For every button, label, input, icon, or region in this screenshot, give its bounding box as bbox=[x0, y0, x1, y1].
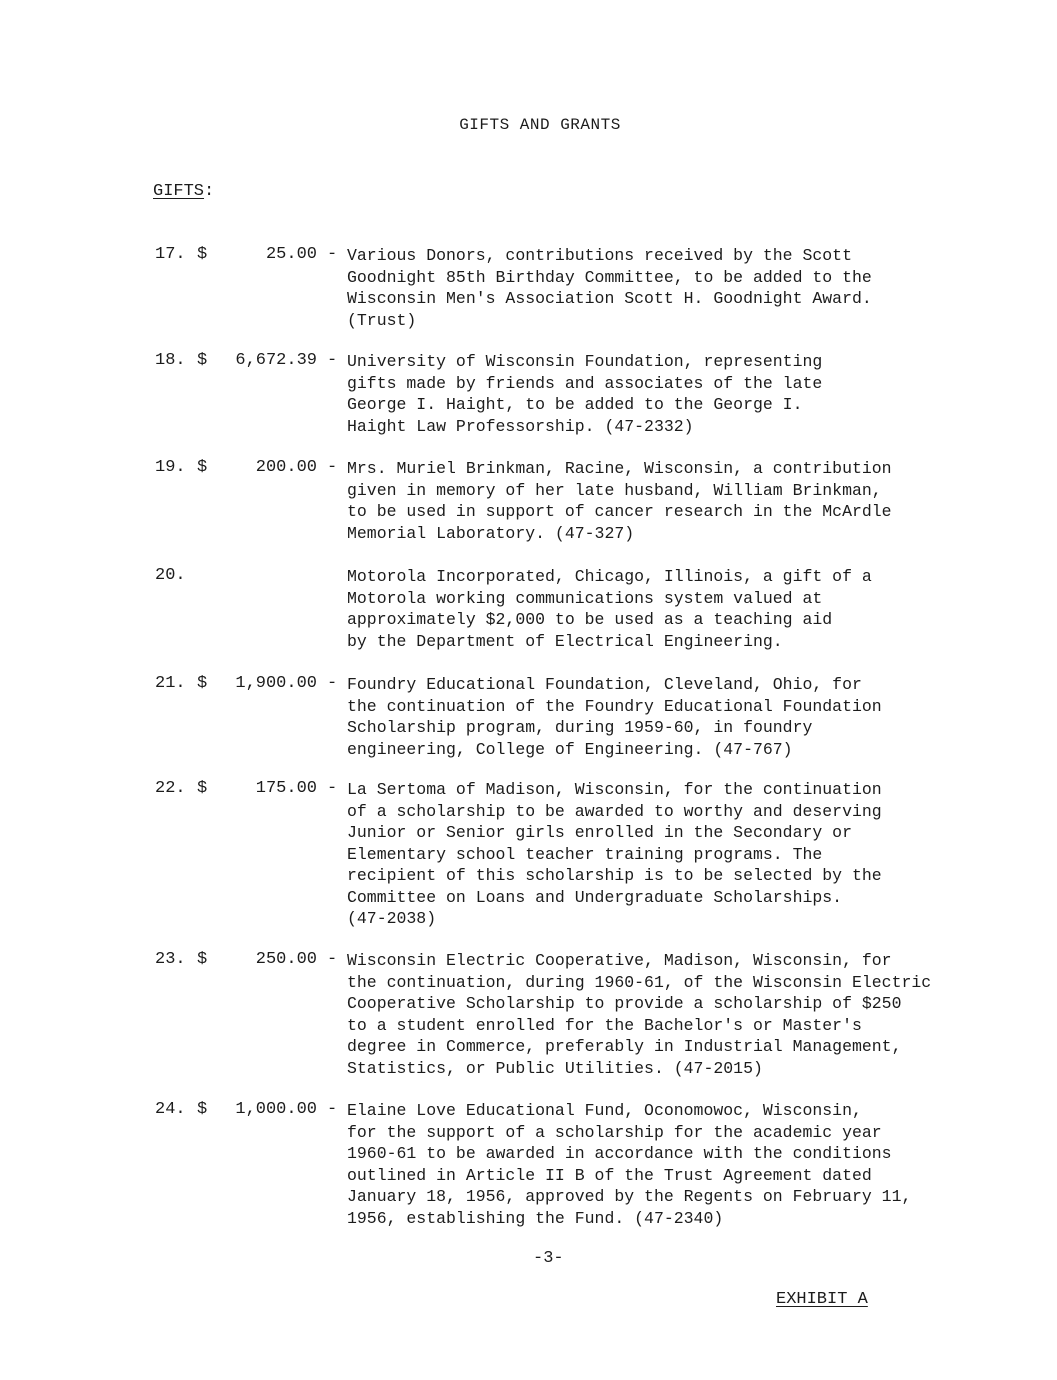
description-line: Statistics, or Public Utilities. (47-2015) bbox=[347, 1058, 763, 1078]
entry-description bbox=[347, 245, 987, 331]
description-line: Cooperative Scholarship to provide a scholarship of $250 bbox=[347, 994, 902, 1013]
entry-description bbox=[347, 950, 987, 1079]
entry-number: 20. bbox=[155, 566, 186, 585]
description-line: engineering, College of Engineering. (47-767) bbox=[347, 739, 793, 759]
description-line: 1956, establishing the Fund. (47-2340) bbox=[347, 1208, 724, 1228]
description-line: University of Wisconsin Foundation, representing bbox=[347, 352, 823, 371]
description-line: Wisconsin Men's Association Scott H. Goodnight Award. bbox=[347, 289, 872, 308]
description-line: (Trust) bbox=[347, 310, 417, 330]
entry-description bbox=[347, 566, 987, 652]
entry-number: 24. bbox=[155, 1100, 186, 1119]
description-line: gifts made by friends and associates of the late bbox=[347, 373, 823, 393]
description-line: Motorola Incorporated, Chicago, Illinois, a gift of a bbox=[347, 567, 872, 586]
page-title: GIFTS AND GRANTS bbox=[459, 116, 621, 134]
entry-dash: - bbox=[327, 1100, 338, 1119]
description-line: Elementary school teacher training programs. The bbox=[347, 844, 823, 864]
dollar-sign: $ bbox=[197, 458, 208, 477]
description-line: Scholarship program, during 1959-60, in foundry bbox=[347, 718, 813, 737]
entry-dash: - bbox=[327, 458, 338, 477]
description-line: of a scholarship to be awarded to worthy and deserving bbox=[347, 801, 882, 821]
description-line: Goodnight 85th Birthday Committee, to be added to the bbox=[347, 267, 872, 287]
description-line: January 18, 1956, approved by the Regents on February 11, bbox=[347, 1187, 912, 1206]
entry-dash: - bbox=[327, 950, 338, 969]
entry-number: 21. bbox=[155, 674, 186, 693]
description-line: given in memory of her late husband, William Brinkman, bbox=[347, 480, 882, 500]
description-line: Various Donors, contributions received by the Scott bbox=[347, 246, 852, 265]
entry-amount: 25.00 bbox=[265, 245, 317, 264]
description-line: outlined in Article II B of the Trust Agreement dated bbox=[347, 1165, 872, 1185]
description-line: Foundry Educational Foundation, Cleveland, Ohio, for bbox=[347, 675, 862, 694]
entry-number: 23. bbox=[155, 950, 186, 969]
entry-number: 17. bbox=[155, 245, 186, 264]
description-line: for the support of a scholarship for the academic year bbox=[347, 1122, 882, 1142]
description-line: to be used in support of cancer research in the McArdle bbox=[347, 502, 892, 521]
description-line: by the Department of Electrical Engineering. bbox=[347, 631, 783, 651]
entry-amount: 200.00 bbox=[255, 458, 317, 477]
entry-number: 19. bbox=[155, 458, 186, 477]
description-line: George I. Haight, to be added to the George I. bbox=[347, 395, 803, 414]
description-line: Junior or Senior girls enrolled in the Secondary or bbox=[347, 823, 852, 842]
description-line: Motorola working communications system valued at bbox=[347, 588, 823, 608]
section-heading-colon: : bbox=[204, 182, 215, 201]
description-line: (47-2038) bbox=[347, 909, 437, 928]
entry-amount: 6,672.39 bbox=[235, 351, 317, 370]
section-heading-gifts bbox=[153, 182, 214, 201]
entry-amount: 1,000.00 bbox=[235, 1100, 317, 1119]
description-line: recipient of this scholarship is to be selected by the bbox=[347, 866, 882, 885]
section-heading-label: GIFTS bbox=[153, 182, 205, 201]
entry-amount: 250.00 bbox=[255, 950, 317, 969]
entry-description bbox=[347, 458, 987, 544]
entry-dash: - bbox=[327, 779, 338, 798]
dollar-sign: $ bbox=[197, 351, 208, 370]
page-number: -3- bbox=[533, 1249, 564, 1268]
dollar-sign: $ bbox=[197, 1100, 208, 1119]
description-line: Memorial Laboratory. (47-327) bbox=[347, 523, 635, 543]
description-line: Elaine Love Educational Fund, Oconomowoc, Wisconsin, bbox=[347, 1101, 862, 1120]
description-line: the continuation, during 1960-61, of the Wisconsin Electric bbox=[347, 972, 932, 992]
description-line: approximately $2,000 to be used as a teaching aid bbox=[347, 610, 833, 629]
entry-description bbox=[347, 1100, 987, 1229]
entry-description bbox=[347, 351, 987, 437]
description-line: Wisconsin Electric Cooperative, Madison, Wisconsin, for bbox=[347, 951, 892, 970]
dollar-sign: $ bbox=[197, 674, 208, 693]
description-line: to a student enrolled for the Bachelor's or Master's bbox=[347, 1015, 862, 1035]
entry-number: 18. bbox=[155, 351, 186, 370]
description-line: Mrs. Muriel Brinkman, Racine, Wisconsin, a contribution bbox=[347, 459, 892, 478]
entry-description bbox=[347, 779, 987, 930]
entry-amount: 175.00 bbox=[255, 779, 317, 798]
description-line: 1960-61 to be awarded in accordance with the conditions bbox=[347, 1144, 892, 1163]
entry-description bbox=[347, 674, 987, 760]
exhibit-label: EXHIBIT A bbox=[776, 1290, 868, 1309]
description-line: the continuation of the Foundry Educational Foundation bbox=[347, 696, 882, 716]
dollar-sign: $ bbox=[197, 245, 208, 264]
dollar-sign: $ bbox=[197, 779, 208, 798]
entry-dash: - bbox=[327, 351, 338, 370]
entry-number: 22. bbox=[155, 779, 186, 798]
entry-amount: 1,900.00 bbox=[235, 674, 317, 693]
description-line: Committee on Loans and Undergraduate Scholarships. bbox=[347, 887, 843, 907]
entry-dash: - bbox=[327, 245, 338, 264]
dollar-sign: $ bbox=[197, 950, 208, 969]
entry-dash: - bbox=[327, 674, 338, 693]
description-line: La Sertoma of Madison, Wisconsin, for the continuation bbox=[347, 780, 882, 799]
description-line: Haight Law Professorship. (47-2332) bbox=[347, 416, 694, 436]
description-line: degree in Commerce, preferably in Industrial Management, bbox=[347, 1037, 902, 1056]
